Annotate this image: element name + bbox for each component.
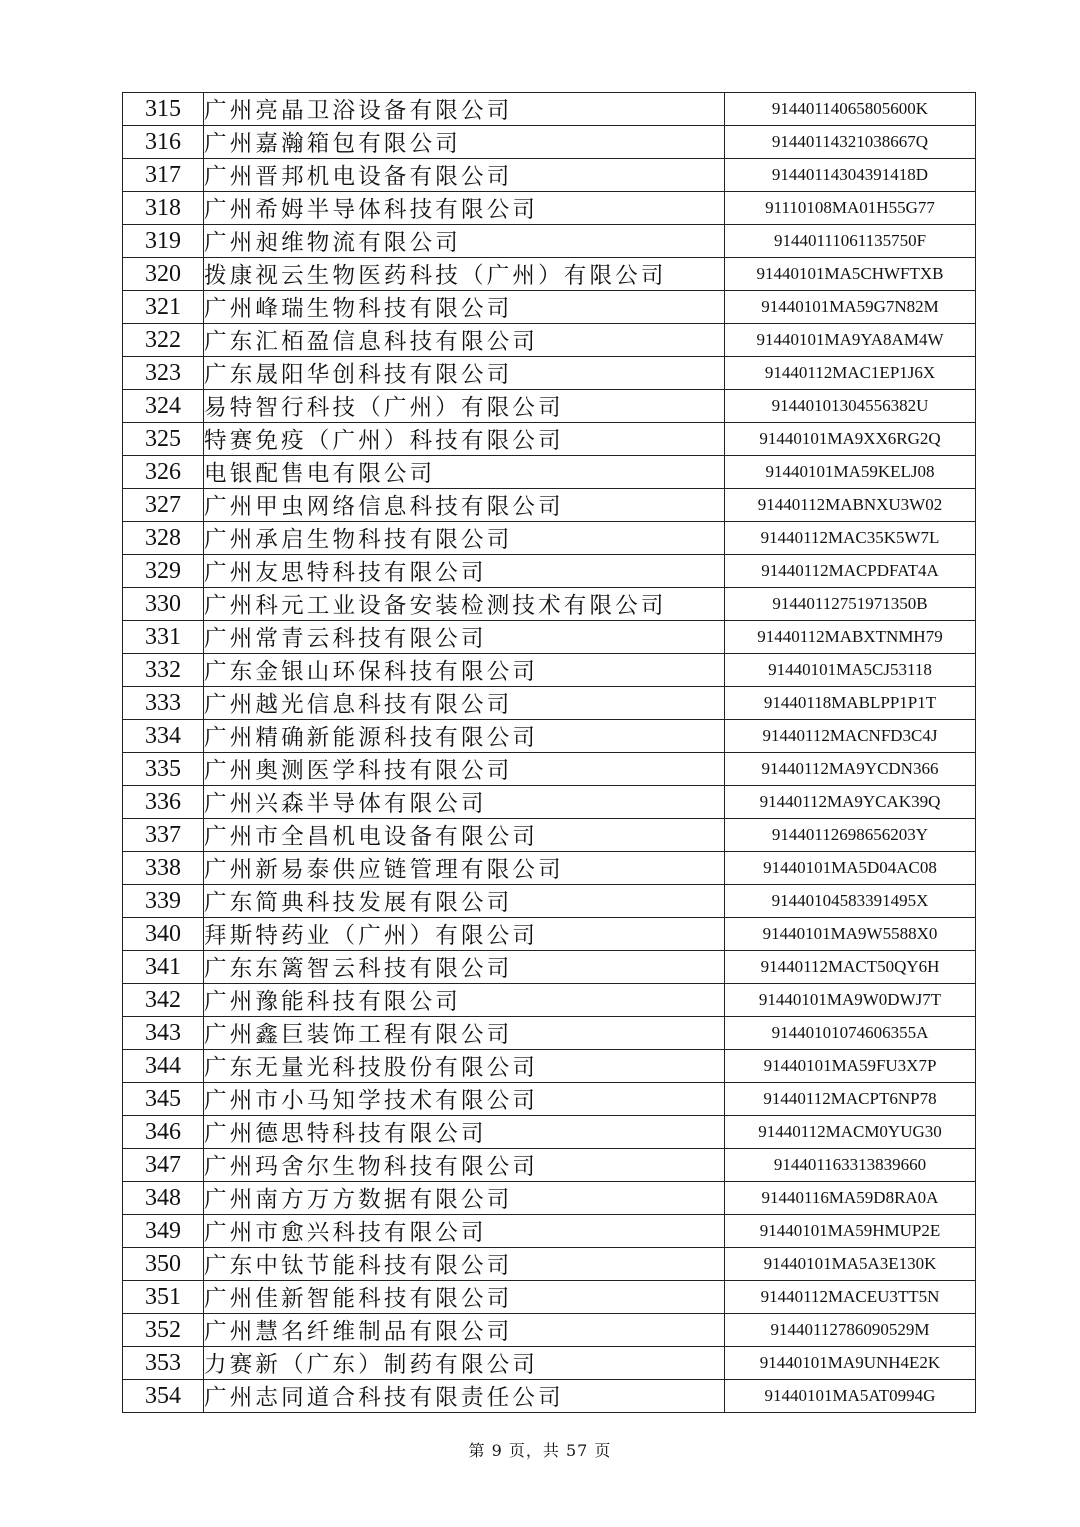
table-row [123,1017,976,1050]
company-name: 广东晟阳华创科技有限公司 [204,357,725,390]
row-number: 319 [123,225,204,258]
company-name: 广州德思特科技有限公司 [204,1116,725,1149]
row-number: 339 [123,885,204,918]
row-number: 352 [123,1314,204,1347]
company-name: 广州市全昌机电设备有限公司 [204,819,725,852]
credit-code: 91440101MA59G7N82M [725,291,976,324]
credit-code: 91440111061135750F [725,225,976,258]
company-name: 广州科元工业设备安装检测技术有限公司 [204,588,725,621]
company-name: 广州希姆半导体科技有限公司 [204,192,725,225]
row-number: 340 [123,918,204,951]
credit-code: 91440112751971350B [725,588,976,621]
table-row [123,225,976,258]
row-number: 351 [123,1281,204,1314]
credit-code: 91440101MA59HMUP2E [725,1215,976,1248]
credit-code: 91440101MA5D04AC08 [725,852,976,885]
table-row [123,951,976,984]
table-row [123,1149,976,1182]
table-row [123,390,976,423]
company-name: 广州嘉瀚箱包有限公司 [204,126,725,159]
company-name: 广州豫能科技有限公司 [204,984,725,1017]
company-name: 广州晋邦机电设备有限公司 [204,159,725,192]
company-name: 广东金银山环保科技有限公司 [204,654,725,687]
table-row [123,489,976,522]
row-number: 334 [123,720,204,753]
row-number: 332 [123,654,204,687]
company-name: 广州市小马知学技术有限公司 [204,1083,725,1116]
table-row [123,192,976,225]
row-number: 343 [123,1017,204,1050]
table-row [123,687,976,720]
row-number: 335 [123,753,204,786]
company-name: 广东汇栢盈信息科技有限公司 [204,324,725,357]
company-name: 广州兴森半导体有限公司 [204,786,725,819]
credit-code: 91110108MA01H55G77 [725,192,976,225]
company-name: 广州常青云科技有限公司 [204,621,725,654]
row-number: 353 [123,1347,204,1380]
table-row [123,1050,976,1083]
row-number: 342 [123,984,204,1017]
row-number: 324 [123,390,204,423]
row-number: 354 [123,1380,204,1413]
table-row [123,522,976,555]
credit-code: 91440112MA9YCDN366 [725,753,976,786]
credit-code: 91440101MA9UNH4E2K [725,1347,976,1380]
company-name: 易特智行科技（广州）有限公司 [204,390,725,423]
credit-code: 91440101MA59KELJ08 [725,456,976,489]
row-number: 333 [123,687,204,720]
company-name: 拨康视云生物医药科技（广州）有限公司 [204,258,725,291]
row-number: 323 [123,357,204,390]
credit-code: 91440112786090529M [725,1314,976,1347]
table-row [123,324,976,357]
company-table [122,92,976,1413]
row-number: 347 [123,1149,204,1182]
credit-code: 91440114304391418D [725,159,976,192]
company-name: 广州市愈兴科技有限公司 [204,1215,725,1248]
table-row [123,819,976,852]
credit-code: 91440112MACPT6NP78 [725,1083,976,1116]
row-number: 327 [123,489,204,522]
row-number: 337 [123,819,204,852]
row-number: 316 [123,126,204,159]
table-row [123,291,976,324]
table-row [123,1314,976,1347]
row-number: 315 [123,93,204,126]
company-name: 广州亮晶卫浴设备有限公司 [204,93,725,126]
company-name: 广州奥测医学科技有限公司 [204,753,725,786]
company-name: 广州友思特科技有限公司 [204,555,725,588]
table-row [123,357,976,390]
company-name: 广州玛舍尔生物科技有限公司 [204,1149,725,1182]
credit-code: 91440116MA59D8RA0A [725,1182,976,1215]
table-row [123,1380,976,1413]
credit-code: 91440112MACEU3TT5N [725,1281,976,1314]
row-number: 341 [123,951,204,984]
table-row [123,456,976,489]
company-name: 拜斯特药业（广州）有限公司 [204,918,725,951]
credit-code: 91440112MA9YCAK39Q [725,786,976,819]
credit-code: 91440112MAC35K5W7L [725,522,976,555]
row-number: 331 [123,621,204,654]
company-name: 广州越光信息科技有限公司 [204,687,725,720]
company-name: 特赛免疫（广州）科技有限公司 [204,423,725,456]
table-row [123,852,976,885]
row-number: 328 [123,522,204,555]
row-number: 321 [123,291,204,324]
row-number: 345 [123,1083,204,1116]
credit-code: 91440104583391495X [725,885,976,918]
row-number: 318 [123,192,204,225]
credit-code: 91440118MABLPP1P1T [725,687,976,720]
table-row [123,1248,976,1281]
table-row [123,126,976,159]
company-name: 广州志同道合科技有限责任公司 [204,1380,725,1413]
credit-code: 91440112MABXTNMH79 [725,621,976,654]
company-name: 广东东篱智云科技有限公司 [204,951,725,984]
credit-code: 91440101304556382U [725,390,976,423]
credit-code: 91440101MA5AT0994G [725,1380,976,1413]
table-row [123,1281,976,1314]
credit-code: 91440112698656203Y [725,819,976,852]
row-number: 330 [123,588,204,621]
credit-code: 91440101MA5CHWFTXB [725,258,976,291]
row-number: 329 [123,555,204,588]
row-number: 349 [123,1215,204,1248]
row-number: 344 [123,1050,204,1083]
credit-code: 91440101MA9YA8AM4W [725,324,976,357]
table-row [123,423,976,456]
company-table-body [123,93,976,1413]
credit-code: 91440112MACNFD3C4J [725,720,976,753]
table-row [123,786,976,819]
company-name: 电银配售电有限公司 [204,456,725,489]
company-name: 广东中钛节能科技有限公司 [204,1248,725,1281]
credit-code: 91440101MA9XX6RG2Q [725,423,976,456]
credit-code: 91440114065805600K [725,93,976,126]
company-name: 广州精确新能源科技有限公司 [204,720,725,753]
credit-code: 91440101MA5A3E130K [725,1248,976,1281]
row-number: 348 [123,1182,204,1215]
company-name: 广东无量光科技股份有限公司 [204,1050,725,1083]
table-row [123,1215,976,1248]
credit-code: 91440112MAC1EP1J6X [725,357,976,390]
table-row [123,885,976,918]
company-name: 广东简典科技发展有限公司 [204,885,725,918]
company-name: 广州鑫巨装饰工程有限公司 [204,1017,725,1050]
table-row [123,654,976,687]
row-number: 317 [123,159,204,192]
row-number: 326 [123,456,204,489]
company-name: 广州佳新智能科技有限公司 [204,1281,725,1314]
table-row [123,555,976,588]
credit-code: 91440101MA9W5588X0 [725,918,976,951]
table-row [123,918,976,951]
credit-code: 91440112MACPDFAT4A [725,555,976,588]
table-row [123,1347,976,1380]
table-row [123,1182,976,1215]
row-number: 336 [123,786,204,819]
credit-code: 914401163313839660 [725,1149,976,1182]
table-row [123,258,976,291]
credit-code: 91440114321038667Q [725,126,976,159]
credit-code: 91440101MA9W0DWJ7T [725,984,976,1017]
credit-code: 91440101MA5CJ53118 [725,654,976,687]
table-row [123,621,976,654]
row-number: 322 [123,324,204,357]
company-name: 广州峰瑞生物科技有限公司 [204,291,725,324]
table-row [123,720,976,753]
table-row [123,753,976,786]
company-name: 广州南方万方数据有限公司 [204,1182,725,1215]
row-number: 350 [123,1248,204,1281]
row-number: 320 [123,258,204,291]
company-name: 力赛新（广东）制药有限公司 [204,1347,725,1380]
credit-code: 91440101MA59FU3X7P [725,1050,976,1083]
credit-code: 91440112MACM0YUG30 [725,1116,976,1149]
row-number: 338 [123,852,204,885]
credit-code: 91440101074606355A [725,1017,976,1050]
row-number: 325 [123,423,204,456]
table-row [123,93,976,126]
company-name: 广州新易泰供应链管理有限公司 [204,852,725,885]
row-number: 346 [123,1116,204,1149]
credit-code: 91440112MACT50QY6H [725,951,976,984]
company-name: 广州承启生物科技有限公司 [204,522,725,555]
company-name: 广州慧名纤维制品有限公司 [204,1314,725,1347]
credit-code: 91440112MABNXU3W02 [725,489,976,522]
table-row [123,588,976,621]
table-row [123,984,976,1017]
table-row [123,1116,976,1149]
company-name: 广州昶维物流有限公司 [204,225,725,258]
page-footer: 第 9 页，共 57 页 [468,1441,612,1460]
company-name: 广州甲虫网络信息科技有限公司 [204,489,725,522]
table-row [123,159,976,192]
table-row [123,1083,976,1116]
